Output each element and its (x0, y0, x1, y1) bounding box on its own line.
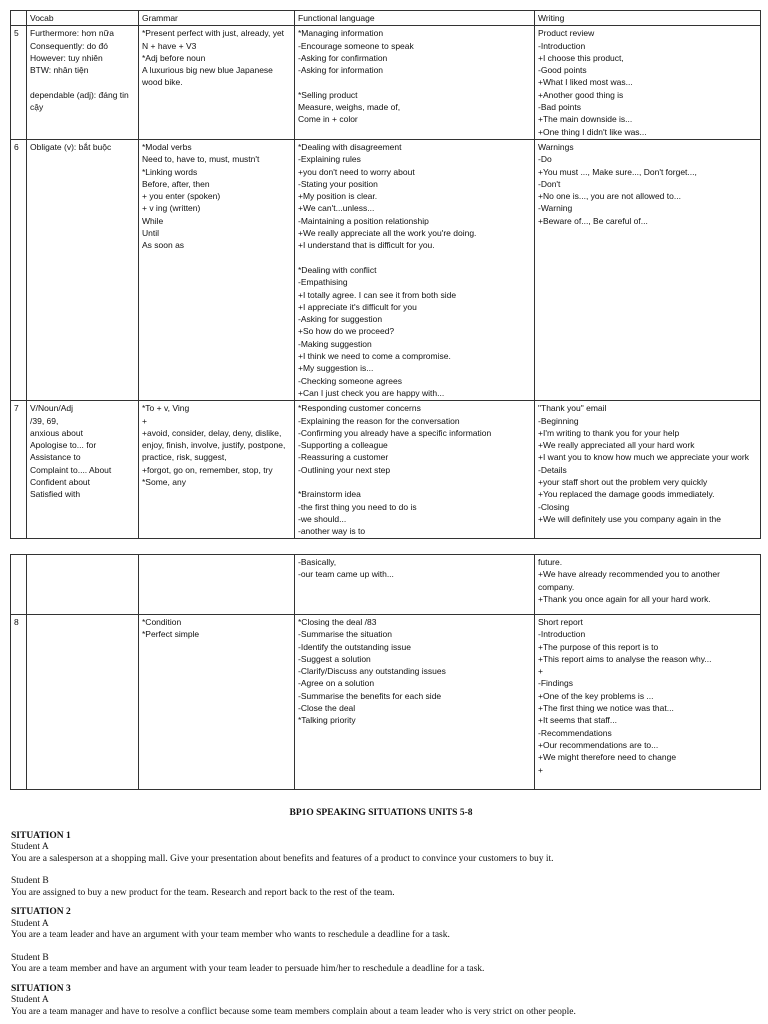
header-cell-writing: Writing (535, 11, 761, 26)
grammar-cell (139, 555, 295, 615)
vocab-cell: Furthermore: hơn nữa Consequently: do đó However: tuy nhiên BTW: nhân tiện dependable (adj): đáng tin cậy (27, 26, 139, 140)
writing-cell: Short report -Introduction +The purpose of this report is to +This report aims to analyse the reason why... + -Findings +One of the key problems is ... +The first thing we notice was that... +It seems that staff... -Recommendations +Our recommendations are to... +We might therefore need to change + (535, 615, 761, 790)
table-row-unit-5 (11, 26, 761, 140)
student-a-label: Student A (11, 842, 49, 852)
student-b-text: You are a team member and have an argument with your team leader to persuade him/her to reschedule a deadline for a task. (11, 964, 485, 974)
section-title: BP1O SPEAKING SITUATIONS UNITS 5-8 (289, 808, 473, 818)
student-a-label: Student A (11, 918, 49, 929)
header-cell-vocab: Vocab (27, 11, 139, 26)
header-cell-number (11, 11, 27, 26)
table-row-unit-8 (11, 615, 761, 790)
vocab-cell (27, 615, 139, 790)
functional-cell: -Basically, -our team came up with... (295, 555, 535, 615)
writing-cell: Warnings -Do +You must ..., Make sure..., Don't forget..., -Don't +No one is..., you are not allowed to... -Warning +Beware of..., Be careful of... (535, 139, 761, 400)
grammar-cell: *Present perfect with just, already, yet N + have + V3 *Adj before noun A luxurious big new blue Japanese wood bike. (139, 26, 295, 140)
student-a-text: You are a team manager and have to resolve a conflict because some team members complain about a team leader who is very strict on other people. (11, 1006, 576, 1017)
table-row-unit-7-continued (11, 555, 761, 615)
grammar-cell: *To + v, Ving + +avoid, consider, delay, deny, dislike, enjoy, finish, involve, justify, postpone, practice, risk, suggest, +forgot, go on, remember, stop, try *Some, any (139, 401, 295, 539)
student-a-label: Student A (11, 995, 49, 1005)
student-b-label: Student B (11, 952, 49, 963)
situation-1 (11, 831, 751, 900)
student-b-text: You are assigned to buy a new product for the team. Research and report back to the rest of the team. (11, 887, 395, 898)
table-row-unit-6 (11, 139, 761, 400)
functional-cell: *Responding customer concerns -Explaining the reason for the conversation -Confirming you already have a specific information -Supporting a colleague -Reassuring a customer -Outlining your next step *Brainstorm idea -the first thing you need to do is -we should... -another way is to (295, 401, 535, 539)
functional-cell: *Dealing with disagreement -Explaining rules +you don't need to worry about -Stating your position +My position is clear. +We can't...unless... -Maintaining a position relationship +We really appreciate all the work you're doing. +I understand that is difficult for you. *Dealing with conflict -Empathising +I totally agree. I can see it from both side +I appreciate it's difficult for you -Asking for suggestion +So how do we proceed? -Making suggestion +I think we need to come a compromise. +My suggestion is... -Checking someone agrees +Can I just check you are happy with... (295, 139, 535, 400)
situation-title: SITUATION 2 (11, 907, 71, 917)
grammar-cell: *Modal verbs Need to, have to, must, mustn't *Linking words Before, after, then + you enter (spoken) + v ing (written) While Until As soon as (139, 139, 295, 400)
situation-title: SITUATION 3 (11, 983, 71, 994)
writing-cell: future. +We have already recommended you to another company. +Thank you once again for all your hard work. (535, 555, 761, 615)
speaking-situations-section (11, 808, 751, 1024)
header-cell-grammar: Grammar (139, 11, 295, 26)
unit-number: 7 (11, 401, 27, 539)
writing-cell: "Thank you" email -Beginning +I'm writing to thank you for your help +We really appreciated all your hard work +I want you to know how much we appreciate your work -Details +your staff short out the problem very quickly +You replaced the damage goods immediately. -Closing +We will definitely use you company again in the (535, 401, 761, 539)
situation-title: SITUATION 1 (11, 830, 71, 841)
unit-number: 5 (11, 26, 27, 140)
vocab-cell: V/Noun/Adj /39, 69, anxious about Apologise to... for Assistance to Complaint to.... About Confident about Satisfied with (27, 401, 139, 539)
situation-3 (11, 984, 751, 1019)
units-table (10, 10, 761, 539)
units-table-continued (10, 554, 761, 790)
table-row-unit-7 (11, 401, 761, 539)
unit-number (11, 555, 27, 615)
writing-cell: Product review -Introduction +I choose this product, -Good points +What I liked most was... +Another good thing is -Bad points +The main downside is... +One thing I didn't like was... (535, 26, 761, 140)
unit-number: 8 (11, 615, 27, 790)
grammar-cell: *Condition *Perfect simple (139, 615, 295, 790)
unit-number: 6 (11, 139, 27, 400)
student-b-label: Student B (11, 876, 49, 886)
student-a-text: You are a salesperson at a shopping mall. Give your presentation about benefits and features of a product to convince your customers to buy it. (11, 853, 554, 864)
student-a-text: You are a team leader and have an argument with your team member who wants to reschedule a deadline for a task. (11, 930, 450, 940)
functional-cell: *Managing information -Encourage someone to speak -Asking for confirmation -Asking for information *Selling product Measure, weighs, made of, Come in + color (295, 26, 535, 140)
table-header-row (11, 11, 761, 26)
vocab-cell: Obligate (v): bắt buộc (27, 139, 139, 400)
header-cell-functional: Functional language (295, 11, 535, 26)
vocab-cell (27, 555, 139, 615)
functional-cell: *Closing the deal /83 -Summarise the situation -Identify the outstanding issue -Suggest a solution -Clarify/Discuss any outstanding issues -Agree on a solution -Summarise the benefits for each side -Close the deal *Talking priority (295, 615, 535, 790)
situation-2 (11, 907, 751, 976)
